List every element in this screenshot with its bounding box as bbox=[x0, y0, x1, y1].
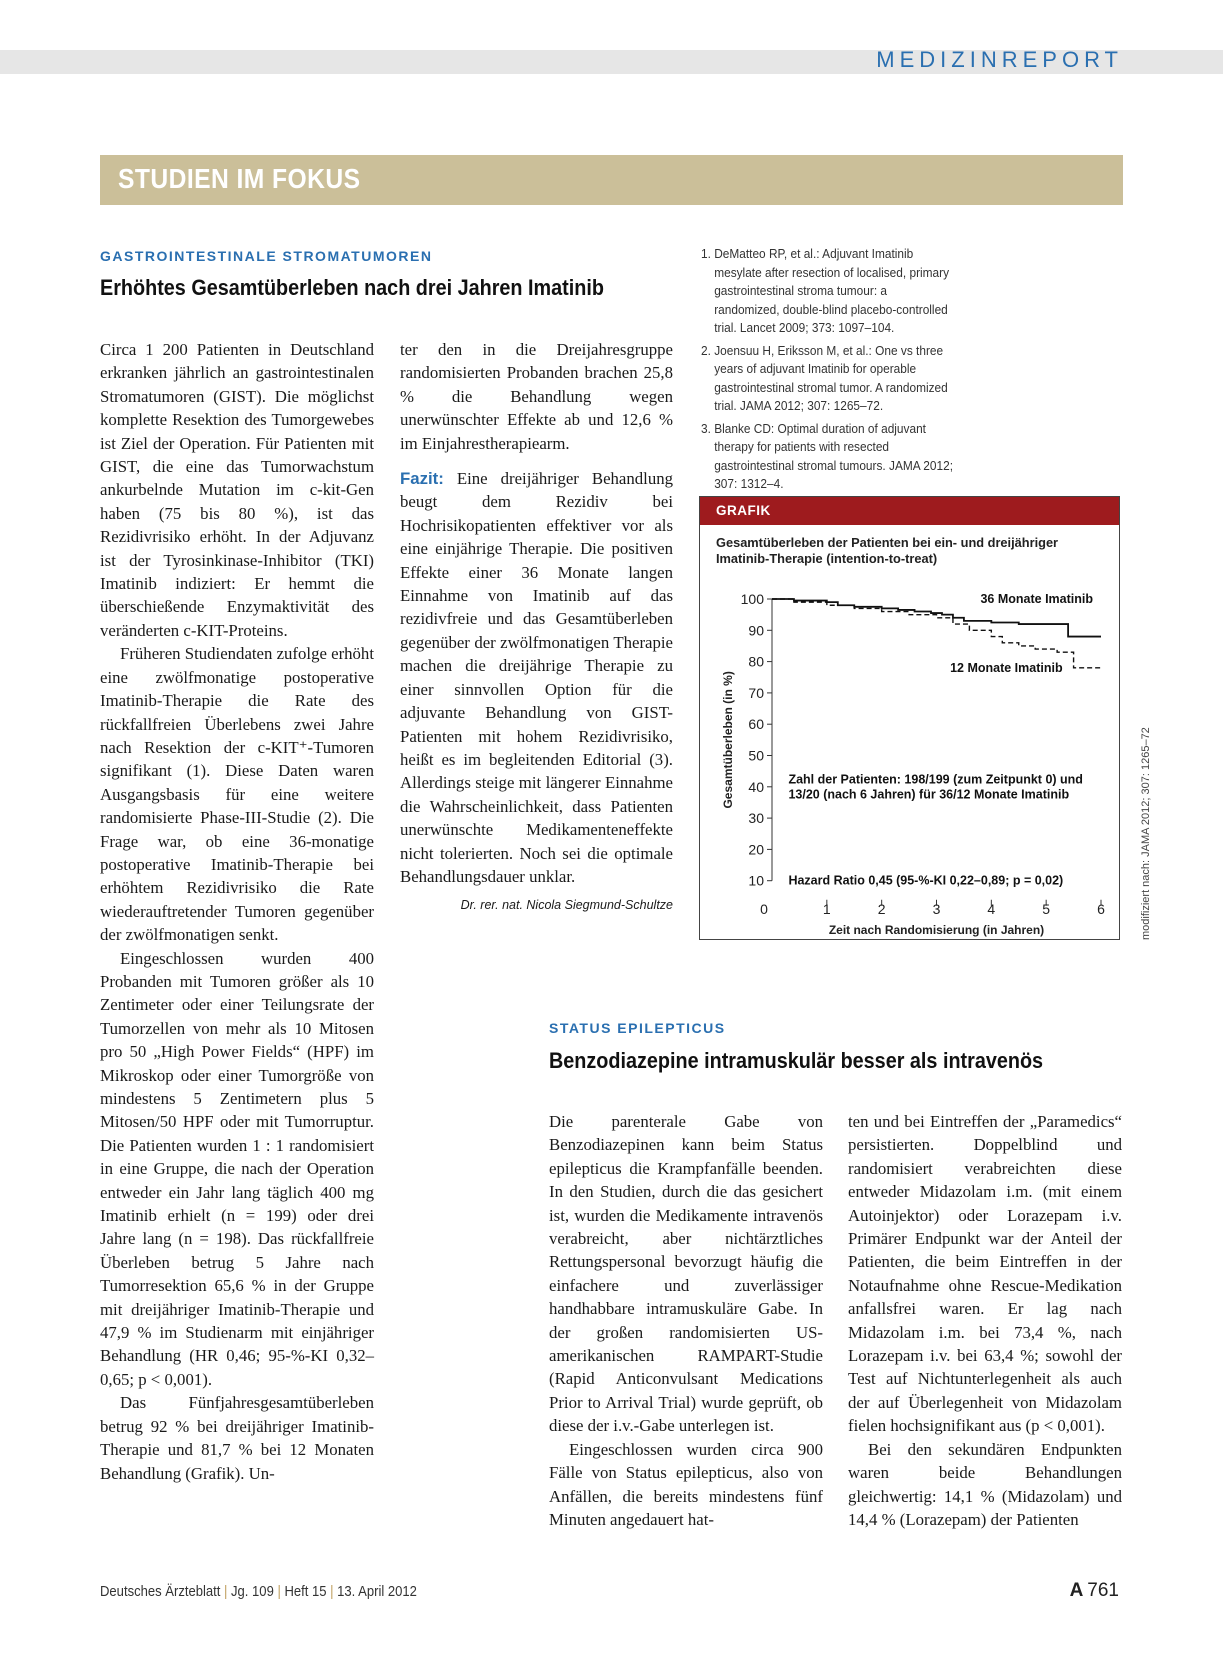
hazard-ratio-annotation: Hazard Ratio 0,45 (95-%-KI 0,22–0,89; p = 0,02) bbox=[788, 873, 1064, 888]
paragraph: Früheren Studiendaten zufolge erhöht eine zwölfmonatige postoperative Imatinib-Therapie die Rate des rückfallfreien Überlebens zwei Jahre nach Resektion der c-KIT⁺-Tumoren signifikant (1). Diese Daten waren Ausgangsbasis für eine weitere randomisierte Phase-III-Studie (2). Die Frage war, ob eine 36-monatige postoperative Imatinib-Therapie bei erhöhtem Rezidivrisiko die Rate wiederauftretender Tumoren gegenüber der zwölfmonatigen senkt. bbox=[100, 644, 374, 945]
fazit-label: Fazit: bbox=[400, 469, 444, 489]
section-banner bbox=[100, 155, 1123, 205]
date: 13. April 2012 bbox=[337, 1584, 417, 1600]
issue: Heft 15 bbox=[284, 1584, 327, 1600]
fazit-text: Eine dreijähriger Behandlung beugt dem Rezidiv bei Hochrisikopatienten effektiver vor als eine einjährige Therapie. Die positiven Effekte einer 36 Monate langen Einnahme von Imatinib auf das rezidivfreie und das Gesamtüberleben gegenüber der zwölfmonatigen Therapie machen die dreijährige Therapie zu einer sinnvollen Option für die adjuvante Behandlung von GIST-Patienten mit hohem Rezidivrisiko, heißt es im begleitenden Editorial (3). Allerdings steige mit längerer Einnahme die Wahrscheinlichkeit, dass Patienten unerwünschte Medikamenteneffekte nicht tolerierten. Noch sei die optimale Behandlungsdauer unklar. bbox=[400, 469, 673, 886]
x-tick-label: 0 bbox=[760, 901, 768, 917]
author: Dr. rer. nat. Nicola Siegmund-Schultze bbox=[460, 898, 673, 913]
figure-box bbox=[699, 496, 1120, 940]
y-tick-label: 60 bbox=[748, 716, 764, 733]
fazit-paragraph bbox=[400, 467, 673, 888]
y-tick-label: 100 bbox=[740, 591, 764, 607]
paragraph: Circa 1 200 Patienten in Deutschland erkranken jährlich an gastrointestinalen Stromatumoren (GIST). Die möglichst komplette Resektion des Tumorgewebes ist Ziel der Operation. Für Patienten mit GIST, die eine das Tumorwachstum ankurbelnde Mutation im c-kit-Gen haben (75 bis 80 %), ist das Rezidivrisiko erhöht. In der Adjuvanz ist der Tyrosinkinase-Inhibitor (TKI) Imatinib indiziert: Er hemmt die überschießende Enzymaktivität des veränderten c-KIT-Proteins. bbox=[100, 340, 374, 640]
article2-kicker: STATUS EPILEPTICUS bbox=[549, 1020, 726, 1036]
article2-column-1 bbox=[549, 1110, 823, 1531]
y-axis-label: Gesamtüberleben (in %) bbox=[721, 671, 735, 809]
reference-item: 1. DeMatteo RP, et al.: Adjuvant Imatinib mesylate after resection of localised, primary gastrointestinal stroma tumour: a randomized, double-blind placebo-controlled trial. Lancet 2009; 373: 1097–104. bbox=[714, 245, 954, 338]
reference-item: 3. Blanke CD: Optimal duration of adjuvant therapy for patients with resected gastrointestinal stromal tumours. JAMA 2012; 307: 1312–4. bbox=[714, 420, 954, 494]
y-tick-label: 10 bbox=[748, 872, 764, 889]
y-tick-label: 80 bbox=[748, 653, 764, 670]
x-axis-label: Zeit nach Randomisierung (in Jahren) bbox=[828, 923, 1045, 937]
paragraph: Das Fünfjahresgesamtüberleben betrug 92 % bei dreijähriger Imatinib-Therapie und 81,7 % bei 12 Monaten Behandlung (Grafik). Un- bbox=[100, 1393, 374, 1483]
paragraph: ter den in die Dreijahresgruppe randomisierten Probanden brachen 25,8 % die Behandlung wegen unerwünschter Effekte ab und 12,6 % im Einjahrestherapiearm. bbox=[400, 340, 673, 453]
reference-item: 2. Joensuu H, Eriksson M, et al.: One vs three years of adjuvant Imatinib for operable gastrointestinal stromal tumor. A randomized trial. JAMA 2012; 307: 1265–72. bbox=[714, 342, 954, 416]
article2-column-2 bbox=[848, 1110, 1122, 1531]
y-tick-label: 90 bbox=[748, 622, 764, 639]
series-line-2 bbox=[772, 599, 1101, 668]
figure-credit: modifiziert nach: JAMA 2012; 307: 1265–72 bbox=[1140, 727, 1152, 940]
article2-headline: Benzodiazepine intramuskulär besser als intravenös bbox=[549, 1048, 1044, 1073]
journal-name: Deutsches Ärzteblatt bbox=[100, 1584, 221, 1600]
footer: Deutsches Ärzteblatt | Jg. 109 | Heft 15 | 13. April 2012 bbox=[100, 1584, 417, 1600]
article1-column-1 bbox=[100, 338, 374, 1485]
figure-header bbox=[700, 497, 1119, 525]
y-tick-label: 20 bbox=[748, 841, 764, 858]
series-label-12-months: 12 Monate Imatinib bbox=[950, 660, 1063, 675]
references bbox=[698, 245, 955, 498]
paragraph: Eingeschlossen wurden circa 900 Fälle von Status epilepticus, also von Anfällen, die bereits mindestens fünf Minuten angedauert hat- bbox=[549, 1439, 823, 1529]
patient-count-annotation-line2: 13/20 (nach 6 Jahren) für 36/12 Monate Imatinib bbox=[788, 787, 1070, 802]
section-label: MEDIZINREPORT bbox=[876, 47, 1123, 72]
series-label-36-months: 36 Monate Imatinib bbox=[980, 592, 1093, 606]
paragraph: ten und bei Eintreffen der „Paramedics“ persistierten. Doppelblind und randomisiert verabreichten diese entweder Midazolam i.m. (mit einem Autoinjektor) oder Lorazepam i.v. Primärer Endpunkt war der Anteil der Patienten, die beim Eintreffen in der Notaufnahme ohne Rescue-Medikation anfallsfrei waren. Er lag nach Midazolam i.m. bei 73,4 %, nach Lorazepam i.v. bei 63,4 %; sowohl der Test auf Nichtunterlegenheit als auch der auf Überlegenheit von Midazolam fielen hochsignifikant aus (p < 0,001). bbox=[848, 1112, 1122, 1436]
x-tick-label: 3 bbox=[932, 901, 941, 917]
paragraph: Bei den sekundären Endpunkten waren beide Behandlungen gleichwertig: 14,1 % (Midazolam) und 14,4 % (Lorazepam) der Patienten bbox=[848, 1439, 1122, 1529]
y-tick-label: 40 bbox=[748, 778, 764, 795]
x-tick-label: 1 bbox=[822, 901, 831, 917]
x-tick-label: 2 bbox=[877, 901, 886, 917]
article1-kicker: GASTROINTESTINALE STROMATUMOREN bbox=[100, 248, 433, 264]
banner-title: STUDIEN IM FOKUS bbox=[118, 163, 361, 194]
x-tick-label: 5 bbox=[1042, 901, 1051, 917]
y-tick-label: 30 bbox=[748, 810, 764, 827]
patient-count-annotation-line1: Zahl der Patienten: 198/199 (zum Zeitpunkt 0) und bbox=[788, 772, 1083, 787]
paragraph: Eingeschlossen wurden 400 Probanden mit Tumoren größer als 10 Zentimeter oder einer Teilungsrate der Tumorzellen von mehr als 10 Mitosen pro 50 „High Power Fields“ (HPF) im Mikroskop oder einer Tumorgröße von mindestens 5 Zentimetern plus 5 Mitosen/50 HPF oder mit Tumorruptur. Die Patienten wurden 1 : 1 randomisiert in eine Gruppe, die nach der Operation entweder ein Jahr lang täglich 400 mg Imatinib erhielt (n = 199) oder drei Jahre lang (n = 198). Das rückfallfreie Überleben betrug 5 Jahre nach Tumorresektion 65,6 % in der Gruppe mit dreijähriger Imatinib-Therapie und 47,9 % im Studienarm mit einjähriger Behandlung (HR 0,46; 95-%-KI 0,32–0,65; p < 0,001). bbox=[100, 948, 374, 1389]
chart-title: Gesamtüberleben der Patienten bei ein- und dreijähriger Imatinib-Therapie (intention-to-treat) bbox=[716, 535, 1059, 566]
paragraph: Die parenterale Gabe von Benzodiazepinen kann beim Status epilepticus die Krampfanfälle beenden. In den Studien, durch die das gesichert ist, wurden die Medikamente intravenös verabreicht, aber nichtärztliches Rettungspersonal bevorzugt häufig die einfachere und zuverlässiger handhabbare intramuskuläre Gabe. In der großen randomisierten US-amerikanischen RAMPART-Studie (Rapid Anticonvulsant Medications Prior to Arrival Trial) wurde geprüft, ob diese der i.v.-Gabe unterlegen ist. bbox=[549, 1112, 823, 1436]
y-tick-label: 70 bbox=[748, 684, 764, 701]
figure-label: GRAFIK bbox=[716, 503, 771, 518]
survival-chart bbox=[700, 577, 1118, 937]
article1-column-2 bbox=[400, 338, 673, 918]
x-tick-label: 4 bbox=[987, 901, 996, 917]
volume: Jg. 109 bbox=[231, 1584, 274, 1600]
page-number: A 761 bbox=[1069, 1580, 1119, 1601]
y-tick-label: 50 bbox=[748, 747, 764, 764]
article1-headline: Erhöhtes Gesamtüberleben nach drei Jahren Imatinib bbox=[100, 275, 604, 300]
x-tick-label: 6 bbox=[1097, 901, 1105, 917]
